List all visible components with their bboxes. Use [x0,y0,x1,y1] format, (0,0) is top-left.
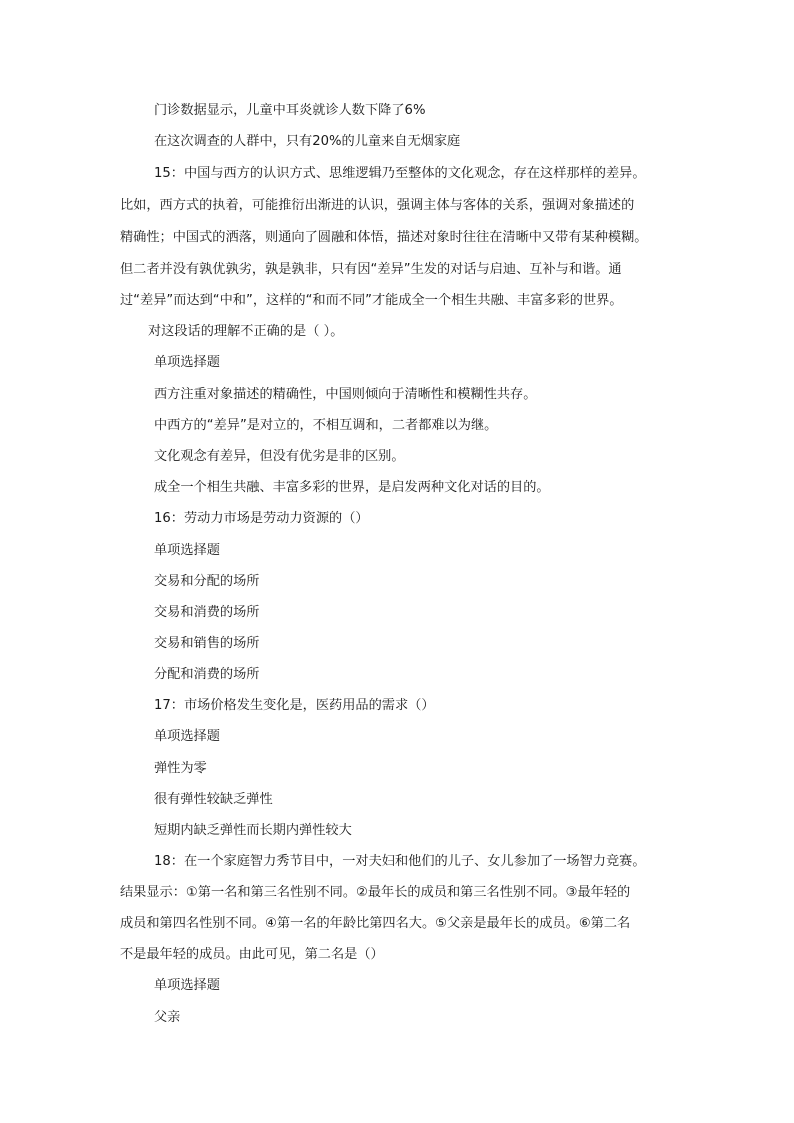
answer-option: 交易和分配的场所 [154,574,260,589]
text-line: 过“差异”而达到“中和”，这样的“和而不同”才能成全一个相生共融、丰富多彩的世界。 [120,293,623,308]
answer-option: 很有弹性较缺乏弹性 [154,792,273,807]
answer-option: 短期内缺乏弹性而长期内弹性较大 [154,823,352,838]
question-type-label: 单项选择题 [154,543,220,558]
answer-option: 中西方的“差异”是对立的，不相互调和，二者都难以为继。 [154,418,498,433]
text-line: 成员和第四名性别不同。④第一名的年龄比第四名大。⑤父亲是最年长的成员。⑥第二名 [120,916,631,931]
text-line: 精确性；中国式的洒落，则通向了圆融和体悟，描述对象时往往在清晰中又带有某种模糊。 [120,230,648,245]
answer-option: 西方注重对象描述的精确性，中国则倾向于清晰性和模糊性共存。 [154,387,537,402]
answer-option: 父亲 [154,1010,181,1025]
answer-option: 弹性为零 [154,761,207,776]
text-line: 但二者并没有孰优孰劣，孰是孰非，只有因“差异”生发的对话与启迪、互补与和谐。通 [120,262,622,277]
text-line: 比如，西方式的执着，可能推衍出渐进的认识，强调主体与客体的关系，强调对象描述的 [120,198,635,213]
answer-option: 交易和消费的场所 [154,605,260,620]
question-type-label: 单项选择题 [154,729,220,744]
answer-option: 分配和消费的场所 [154,667,260,682]
question-17-stem: 17：市场价格发生变化是，医药用品的需求（） [154,698,435,713]
text-line: 不是最年轻的成员。由此可见，第二名是（） [120,947,384,962]
question-type-label: 单项选择题 [154,355,220,370]
text-line: 结果显示：①第一名和第三名性别不同。②最年长的成员和第三名性别不同。③最年轻的 [120,885,631,900]
answer-option: 成全一个相生共融、丰富多彩的世界，是启发两种文化对话的目的。 [154,480,550,495]
answer-option: 交易和销售的场所 [154,636,260,651]
question-prompt: 对这段话的理解不正确的是（ ）。 [148,324,344,339]
question-16-stem: 16：劳动力市场是劳动力资源的（） [154,511,369,526]
question-15-stem: 15：中国与西方的认识方式、思维逻辑乃至整体的文化观念，存在这样那样的差异。 [154,166,646,181]
answer-option: 文化观念有差异，但没有优劣是非的区别。 [154,449,405,464]
text-line: 门诊数据显示，儿童中耳炎就诊人数下降了6% [154,103,426,118]
question-type-label: 单项选择题 [154,978,220,993]
text-line: 在这次调查的人群中，只有20%的儿童来自无烟家庭 [154,134,461,149]
question-18-stem: 18：在一个家庭智力秀节目中，一对夫妇和他们的儿子、女儿参加了一场智力竞赛。 [154,854,646,869]
